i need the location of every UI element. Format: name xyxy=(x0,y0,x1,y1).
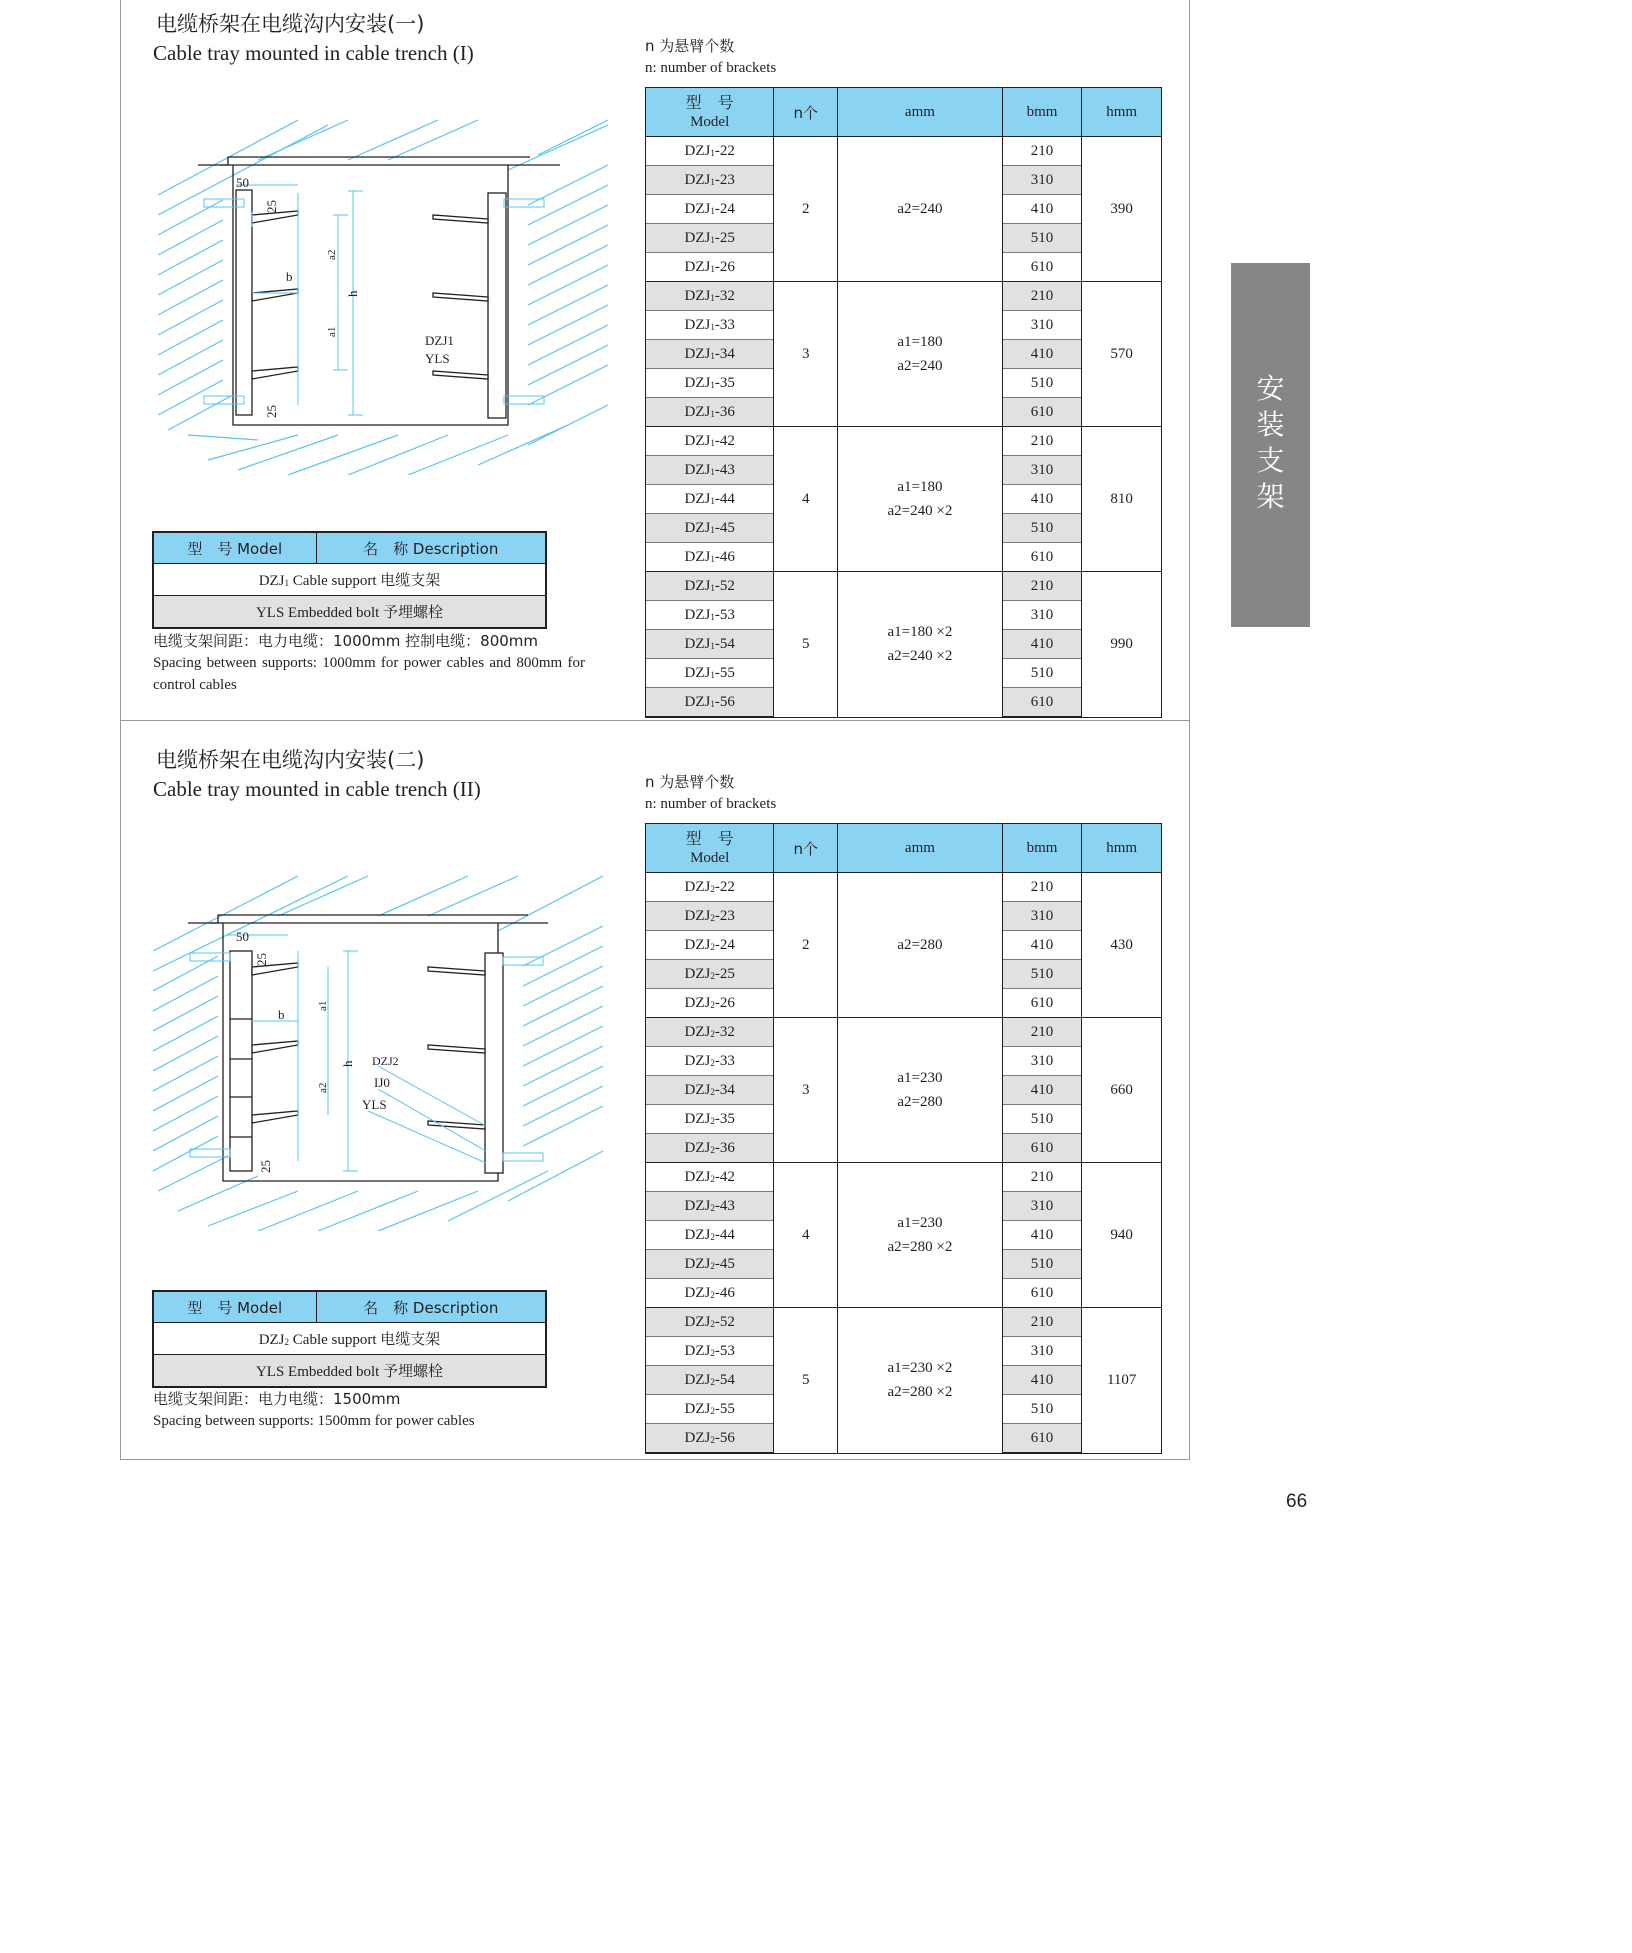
table-row xyxy=(646,137,1162,166)
model-cell: $DZJ_1-56$ xyxy=(646,688,774,718)
spacing-note-cn: 电缆支架间距：电力电缆：1000mm 控制电缆：800mm xyxy=(153,632,539,650)
legend-cn: 予埋螺栓 xyxy=(383,1362,444,1380)
model-cell: $DZJ_2-55$ xyxy=(646,1395,774,1424)
h-cell: 660 xyxy=(1082,1018,1162,1163)
model-cell: $DZJ_2-34$ xyxy=(646,1076,774,1105)
b-cell: 310 xyxy=(1002,902,1082,931)
spacing-note-en: Spacing between supports: 1500mm for power cables xyxy=(153,1413,475,1429)
n-cell: 2 xyxy=(774,137,838,282)
col-a: amm xyxy=(838,824,1003,873)
col-n: n个 xyxy=(774,824,838,873)
section-title-en: Cable tray mounted in cable trench (I) xyxy=(153,41,474,65)
model-cell: $DZJ_2-45$ xyxy=(646,1250,774,1279)
col-model xyxy=(646,824,774,873)
model-cell: $DZJ_2-46$ xyxy=(646,1279,774,1308)
legend-code: DZJ xyxy=(258,573,285,589)
dim-h-label: h xyxy=(340,1060,355,1067)
table-row xyxy=(646,572,1162,601)
part-yls-label: YLS xyxy=(425,351,450,366)
b-cell: 410 xyxy=(1002,1366,1082,1395)
h-cell: 940 xyxy=(1082,1163,1162,1308)
legend-cn: 电缆支架 xyxy=(380,571,441,589)
legend-code-sub: 1 xyxy=(284,578,290,588)
b-cell: 510 xyxy=(1002,224,1082,253)
legend-table-2 xyxy=(152,1290,547,1388)
a-cell: a2=280 xyxy=(838,873,1003,1018)
bracket-note xyxy=(645,771,776,815)
dim-a1-label: a1 xyxy=(326,326,338,337)
model-cell: $DZJ_1-43$ xyxy=(646,456,774,485)
section-divider xyxy=(120,720,1190,721)
b-cell: 410 xyxy=(1002,931,1082,960)
model-cell: $DZJ_2-56$ xyxy=(646,1424,774,1454)
b-cell: 210 xyxy=(1002,1163,1082,1192)
a-cell: a1=230 a2=280 xyxy=(838,1018,1003,1163)
dim-25-bottom-label: 25 xyxy=(264,405,279,418)
b-cell: 510 xyxy=(1002,369,1082,398)
legend-en: Cable support xyxy=(292,573,377,589)
b-cell: 510 xyxy=(1002,960,1082,989)
col-h: hmm xyxy=(1082,88,1162,137)
b-cell: 410 xyxy=(1002,340,1082,369)
table-row xyxy=(646,1308,1162,1337)
col-h: hmm xyxy=(1082,824,1162,873)
h-cell: 990 xyxy=(1082,572,1162,718)
b-cell: 210 xyxy=(1002,137,1082,166)
b-cell: 510 xyxy=(1002,1105,1082,1134)
bracket-note-cn: n 为悬臂个数 xyxy=(645,773,735,791)
b-cell: 610 xyxy=(1002,1424,1082,1454)
model-cell: $DZJ_2-35$ xyxy=(646,1105,774,1134)
model-cell: $DZJ_1-23$ xyxy=(646,166,774,195)
col-model-en: Model xyxy=(690,849,730,866)
legend-head-model: 型 号 Model xyxy=(153,1291,316,1323)
b-cell: 210 xyxy=(1002,1308,1082,1337)
legend-code: YLS xyxy=(255,605,285,621)
col-b: bmm xyxy=(1002,88,1082,137)
b-cell: 310 xyxy=(1002,1337,1082,1366)
legend-en: Embedded bolt xyxy=(288,605,380,621)
spacing-note-en: Spacing between supports: 1000mm for power cables and 800mm for control cables xyxy=(153,655,585,693)
spacing-note-cn: 电缆支架间距：电力电缆：1500mm xyxy=(153,1390,401,1408)
model-cell: $DZJ_1-32$ xyxy=(646,282,774,311)
part-yls-label: YLS xyxy=(362,1097,387,1112)
legend-row xyxy=(153,564,546,596)
page-number: 66 xyxy=(1286,1491,1308,1512)
model-cell: $DZJ_2-43$ xyxy=(646,1192,774,1221)
dim-h-label: h xyxy=(345,290,360,297)
side-category-label: 安 装 支 架 xyxy=(1256,372,1285,513)
dim-b-label: b xyxy=(286,269,293,284)
n-cell: 5 xyxy=(774,572,838,718)
b-cell: 610 xyxy=(1002,1134,1082,1163)
side-category-tab[interactable] xyxy=(1231,263,1310,627)
trench-outline xyxy=(198,157,560,425)
table-row xyxy=(646,282,1162,311)
a-cell: a1=230 ×2 a2=280 ×2 xyxy=(838,1308,1003,1454)
model-cell: $DZJ_2-32$ xyxy=(646,1018,774,1047)
section-title-cn: 电缆桥架在电缆沟内安装(二) xyxy=(156,748,425,772)
dim-a2-label: a2 xyxy=(317,1082,329,1093)
a-cell: a1=180 ×2 a2=240 ×2 xyxy=(838,572,1003,718)
h-cell: 810 xyxy=(1082,427,1162,572)
legend-en: Cable support xyxy=(292,1332,377,1348)
legend-code: YLS xyxy=(255,1364,285,1380)
b-cell: 210 xyxy=(1002,873,1082,902)
n-cell: 4 xyxy=(774,427,838,572)
dim-50-label: 50 xyxy=(236,175,249,190)
b-cell: 410 xyxy=(1002,1076,1082,1105)
table-row xyxy=(646,427,1162,456)
col-model-cn: 型 号 xyxy=(685,828,734,848)
b-cell: 210 xyxy=(1002,572,1082,601)
trench-drawing-1 xyxy=(148,115,618,475)
section-2 xyxy=(120,736,1190,1456)
model-cell: $DZJ_1-26$ xyxy=(646,253,774,282)
a-cell: a1=180 a2=240 xyxy=(838,282,1003,427)
dim-25-top-label: 25 xyxy=(264,200,279,213)
dim-b-label: b xyxy=(278,1007,285,1022)
trench-drawing-2 xyxy=(148,871,618,1231)
b-cell: 310 xyxy=(1002,311,1082,340)
h-cell: 390 xyxy=(1082,137,1162,282)
model-cell: $DZJ_1-42$ xyxy=(646,427,774,456)
b-cell: 410 xyxy=(1002,630,1082,659)
spacing-note xyxy=(153,1388,585,1432)
b-cell: 410 xyxy=(1002,485,1082,514)
col-model-cn: 型 号 xyxy=(685,92,734,112)
model-cell: $DZJ_1-44$ xyxy=(646,485,774,514)
n-cell: 3 xyxy=(774,282,838,427)
b-cell: 410 xyxy=(1002,1221,1082,1250)
section-title-en: Cable tray mounted in cable trench (II) xyxy=(153,777,481,801)
dim-50-label: 50 xyxy=(236,929,249,944)
spec-table-2 xyxy=(645,823,1162,1454)
model-cell: $DZJ_1-53$ xyxy=(646,601,774,630)
trench-outline xyxy=(188,915,548,1181)
model-cell: $DZJ_1-46$ xyxy=(646,543,774,572)
table-row xyxy=(646,1163,1162,1192)
model-cell: $DZJ_2-23$ xyxy=(646,902,774,931)
spacing-note xyxy=(153,630,585,696)
dim-25-top-label: 25 xyxy=(254,953,269,966)
legend-cn: 电缆支架 xyxy=(380,1330,441,1348)
legend-code: DZJ xyxy=(258,1332,285,1348)
legend-cn: 予埋螺栓 xyxy=(383,603,444,621)
model-cell: $DZJ_2-24$ xyxy=(646,931,774,960)
model-cell: $DZJ_1-24$ xyxy=(646,195,774,224)
model-cell: $DZJ_2-44$ xyxy=(646,1221,774,1250)
b-cell: 310 xyxy=(1002,456,1082,485)
model-cell: $DZJ_2-22$ xyxy=(646,873,774,902)
model-cell: $DZJ_2-53$ xyxy=(646,1337,774,1366)
col-a: amm xyxy=(838,88,1003,137)
b-cell: 610 xyxy=(1002,543,1082,572)
bracket-note xyxy=(645,35,776,79)
b-cell: 610 xyxy=(1002,1279,1082,1308)
col-model-en: Model xyxy=(690,113,730,130)
b-cell: 510 xyxy=(1002,514,1082,543)
h-cell: 570 xyxy=(1082,282,1162,427)
model-cell: $DZJ_1-25$ xyxy=(646,224,774,253)
b-cell: 310 xyxy=(1002,1047,1082,1076)
n-cell: 3 xyxy=(774,1018,838,1163)
col-n: n个 xyxy=(774,88,838,137)
model-cell: $DZJ_2-36$ xyxy=(646,1134,774,1163)
model-cell: $DZJ_1-33$ xyxy=(646,311,774,340)
dim-a2-label: a2 xyxy=(326,249,338,260)
a-cell: a2=240 xyxy=(838,137,1003,282)
b-cell: 310 xyxy=(1002,166,1082,195)
b-cell: 610 xyxy=(1002,989,1082,1018)
model-cell: $DZJ_1-54$ xyxy=(646,630,774,659)
b-cell: 610 xyxy=(1002,253,1082,282)
b-cell: 510 xyxy=(1002,1250,1082,1279)
model-cell: $DZJ_1-36$ xyxy=(646,398,774,427)
model-cell: $DZJ_2-42$ xyxy=(646,1163,774,1192)
b-cell: 510 xyxy=(1002,1395,1082,1424)
n-cell: 5 xyxy=(774,1308,838,1454)
a-cell: a1=180 a2=240 ×2 xyxy=(838,427,1003,572)
model-cell: $DZJ_1-22$ xyxy=(646,137,774,166)
dim-a1-label: a1 xyxy=(317,1000,329,1011)
model-cell: $DZJ_1-55$ xyxy=(646,659,774,688)
a-cell: a1=230 a2=280 ×2 xyxy=(838,1163,1003,1308)
spec-table-1 xyxy=(645,87,1162,718)
dim-25-bottom-label: 25 xyxy=(258,1160,273,1173)
model-cell: $DZJ_1-52$ xyxy=(646,572,774,601)
b-cell: 510 xyxy=(1002,659,1082,688)
bracket-note-en: n: number of brackets xyxy=(645,60,777,76)
hatch-lines xyxy=(158,120,608,475)
table-row xyxy=(646,1018,1162,1047)
col-model xyxy=(646,88,774,137)
legend-table-1 xyxy=(152,531,547,629)
model-cell: $DZJ_2-26$ xyxy=(646,989,774,1018)
b-cell: 610 xyxy=(1002,398,1082,427)
model-cell: $DZJ_2-54$ xyxy=(646,1366,774,1395)
n-cell: 2 xyxy=(774,873,838,1018)
h-cell: 1107 xyxy=(1082,1308,1162,1454)
legend-row xyxy=(153,596,546,629)
b-cell: 210 xyxy=(1002,282,1082,311)
part-dzj-label: DZJ2 xyxy=(372,1054,399,1068)
b-cell: 210 xyxy=(1002,427,1082,456)
b-cell: 310 xyxy=(1002,1192,1082,1221)
legend-head-desc: 名 称 Description xyxy=(316,532,546,564)
col-b: bmm xyxy=(1002,824,1082,873)
legend-row xyxy=(153,1355,546,1388)
bracket-note-cn: n 为悬臂个数 xyxy=(645,37,735,55)
bracket-note-en: n: number of brackets xyxy=(645,796,777,812)
model-cell: $DZJ_2-52$ xyxy=(646,1308,774,1337)
part-ij-label: IJ0 xyxy=(374,1075,390,1090)
legend-head-model: 型 号 Model xyxy=(153,532,316,564)
b-cell: 610 xyxy=(1002,688,1082,718)
b-cell: 410 xyxy=(1002,195,1082,224)
model-cell: $DZJ_2-25$ xyxy=(646,960,774,989)
part-dzj-label: DZJ1 xyxy=(425,333,454,348)
section-title-cn: 电缆桥架在电缆沟内安装(一) xyxy=(156,12,425,36)
model-cell: $DZJ_2-33$ xyxy=(646,1047,774,1076)
n-cell: 4 xyxy=(774,1163,838,1308)
model-cell: $DZJ_1-34$ xyxy=(646,340,774,369)
table-row xyxy=(646,873,1162,902)
h-cell: 430 xyxy=(1082,873,1162,1018)
legend-code-sub: 2 xyxy=(284,1337,290,1347)
b-cell: 310 xyxy=(1002,601,1082,630)
section-1 xyxy=(120,0,1190,720)
model-cell: $DZJ_1-35$ xyxy=(646,369,774,398)
legend-row xyxy=(153,1323,546,1355)
legend-head-desc: 名 称 Description xyxy=(316,1291,546,1323)
model-cell: $DZJ_1-45$ xyxy=(646,514,774,543)
b-cell: 210 xyxy=(1002,1018,1082,1047)
legend-en: Embedded bolt xyxy=(288,1364,380,1380)
